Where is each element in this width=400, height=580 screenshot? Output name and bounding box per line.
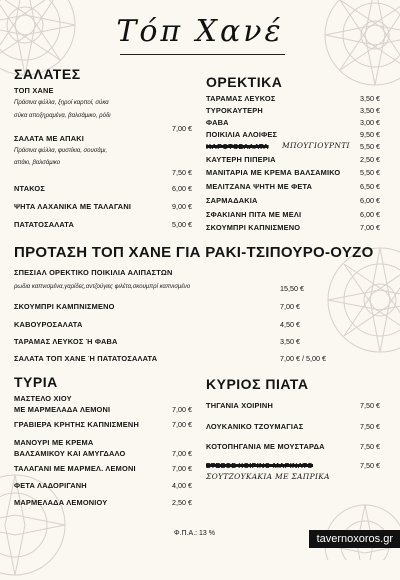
menu-item-price: 2,50 €: [172, 498, 192, 507]
menu-item-price: 7,50 €: [360, 422, 380, 431]
menu-item-price: 4,00 €: [172, 481, 192, 490]
menu-item-name: ΠΟΙΚΙΛΙΑ ΑΛΟΙΦΕΣ: [206, 130, 278, 139]
menu-item-price: 6,50 €: [360, 182, 380, 191]
menu-item-name: ΦΑΒΑ: [206, 118, 229, 127]
menu-item-name: ΚΑΥΤΕΡΗ ΠΙΠΕΡΙΑ: [206, 155, 276, 164]
section-title-protasi: ΠΡΟΤΑΣΗ ΤΟΠ ΧΑΝΕ ΓΙΑ ΡΑΚΙ-ΤΣΙΠΟΥΡΟ-ΟΥΖΟ: [14, 244, 374, 261]
menu-item-name-struck: ΚΑΡΟΤΟΣΑΛΑΤΑ: [206, 142, 269, 151]
vat-note: Φ.Π.Α.: 13 %: [174, 530, 215, 537]
handwritten-item: ΜΠΟΥΓΙΟΥΡΝΤΙ: [282, 141, 350, 150]
menu-item-price: 7,00 €: [172, 420, 192, 429]
watermark-site: tavernoxoros.gr: [309, 530, 400, 548]
menu-item-price: 9,50 €: [360, 130, 380, 139]
menu-item-name: ΜΑΝΙΤΑΡΙΑ ΜΕ ΚΡΕΜΑ ΒΑΛΣΑΜΙΚΟ: [206, 168, 341, 177]
menu-item-name: ΣΦΑΚΙΑΝΗ ΠΙΤΑ ΜΕ ΜΕΛΙ: [206, 210, 302, 219]
menu-item-name: ΤΗΓΑΝΙΑ ΧΟΙΡΙΝΗ: [206, 401, 273, 410]
menu-item-name: ΦΕΤΑ ΛΑΔΟΡΙΓΑΝΗ: [14, 481, 87, 490]
menu-item-name: ΣΑΛΑΤΑ ΜΕ ΑΠΑΚΙ: [14, 134, 85, 143]
menu-item-description: απάκι, βαλσάμικο: [14, 160, 61, 166]
menu-item-price: 2,50 €: [360, 155, 380, 164]
menu-item-price: 5,50 €: [360, 168, 380, 177]
menu-item-price: 7,50 €: [360, 461, 380, 470]
menu-item-price: 3,00 €: [360, 118, 380, 127]
menu-item-price: 15,50 €: [280, 284, 304, 293]
menu-item-price: 7,50 €: [360, 442, 380, 451]
menu-item-price: 6,00 €: [360, 196, 380, 205]
menu-item-price: 3,50 €: [280, 337, 300, 346]
logo-text: Τόπ Χανέ: [116, 14, 284, 49]
menu-item-description: Πράσινα φύλλα, φυστίκια, σουσάμι,: [14, 148, 108, 154]
section-title-salates: ΣΑΛΑΤΕΣ: [14, 66, 81, 82]
menu-item-description: ρωδια καπνισμένα,γαρίδες,αντζούγιες φιλέτα,σκουμπρί καπνισμένο: [14, 284, 191, 290]
menu-item-price: 7,50 €: [172, 168, 192, 177]
menu-item-price: 7,00 €: [360, 223, 380, 232]
menu-item-price: 7,00 €: [172, 405, 192, 414]
menu-item-price: 7,50 €: [360, 401, 380, 410]
menu-item-name: ΓΡΑΒΙΕΡΑ ΚΡΗΤΗΣ ΚΑΠΝΙΣΜΕΝΗ: [14, 420, 139, 429]
menu-item-name: ΚΑΒΟΥΡΟΣΑΛΑΤΑ: [14, 320, 83, 329]
menu-item-price: 9,00 €: [172, 202, 192, 211]
section-title-tyria: ΤΥΡΙΑ: [14, 374, 58, 390]
menu-item-price: 7,00 €: [172, 124, 192, 133]
menu-item-name: ΣΑΡΜΑΔΑΚΙΑ: [206, 196, 258, 205]
menu-item-name: ΜΕΛΙΤΖΑΝΑ ΨΗΤΗ ΜΕ ΦΕΤΑ: [206, 182, 313, 191]
menu-item-name: ΠΑΤΑΤΟΣΑΛΑΤΑ: [14, 220, 75, 229]
menu-item-price: 6,00 €: [172, 184, 192, 193]
menu-item-name: ΝΤΑΚΟΣ: [14, 184, 46, 193]
menu-item-price: 3,50 €: [360, 94, 380, 103]
menu-item-name: ΣΚΟΥΜΠΡΙ ΚΑΜΠΝΙΣΜΕΝΟ: [14, 302, 115, 311]
section-title-orektika: ΟΡΕΚΤΙΚΑ: [206, 74, 283, 90]
menu-item-description: σύκα αποξηραμένα, βαλσάμικο, ρόδι: [14, 113, 111, 119]
menu-item-name: ΜΑΣΤΕΛΟ ΧΙΟΥ: [14, 394, 72, 403]
restaurant-logo: [0, 14, 400, 49]
menu-item-price: 5,50 €: [360, 142, 380, 151]
menu-item-price: 7,00 €: [172, 464, 192, 473]
menu-item-price: 3,50 €: [360, 106, 380, 115]
menu-item-name: ΜΕ ΜΑΡΜΕΛΑΔΑ ΛΕΜΟΝΙ: [14, 405, 111, 414]
menu-item-name: ΣΑΛΑΤΑ ΤΟΠ ΧΑΝΕ Ή ΠΑΤΑΤΟΣΑΛΑΤΑ: [14, 354, 158, 363]
menu-item-name: ΤΑΡΑΜΑΣ ΛΕΥΚΟΣ: [206, 94, 276, 103]
menu-item-price: 4,50 €: [280, 320, 300, 329]
menu-item-description: Πράσινα φύλλα, ξηροί καρποί, σύκα: [14, 100, 109, 106]
menu-item-name: ΤΑΛΑΓΑΝΙ ΜΕ ΜΑΡΜΕΛ. ΛΕΜΟΝΙ: [14, 464, 136, 473]
menu-item-price: 7,00 €: [172, 449, 192, 458]
menu-item-name: ΨΗΤΑ ΛΑΧΑΝΙΚΑ ΜΕ ΤΑΛΑΓΑΝΙ: [14, 202, 132, 211]
menu-item-name: ΜΑΡΜΕΛΑΔΑ ΛΕΜΟΝΙΟΥ: [14, 498, 108, 507]
menu-item-name: ΤΥΡΟΚΑΥΤΕΡΗ: [206, 106, 263, 115]
menu-item-name: ΒΑΛΣΑΜΙΚΟΥ ΚΑΙ ΑΜΥΓΔΑΛΟ: [14, 449, 126, 458]
section-title-kyrios: ΚΥΡΙΟΣ ΠΙΑΤΑ: [206, 376, 309, 392]
menu-item-price: 7,00 € / 5,00 €: [280, 354, 326, 363]
menu-item-name-struck: ΣΤΕΞΟΣ ΧΟΙΡΙΝΟ ΜΑΡΙΝΑΤΟ: [206, 461, 313, 470]
menu-item-name: ΜΑΝΟΥΡΙ ΜΕ ΚΡΕΜΑ: [14, 438, 94, 447]
menu-item-name: ΣΠΕΣΙΑΛ ΟΡΕΚΤΙΚΟ ΠΟΙΚΙΛΙΑ ΑΛΙΠΑΣΤΩΝ: [14, 268, 173, 277]
menu-item-price: 6,00 €: [360, 210, 380, 219]
handwritten-item: ΣΟΥΤΖΟΥΚΑΚΙΑ ΜΕ ΣΑΠΡΙΚΑ: [206, 472, 330, 481]
menu-item-name: ΤΟΠ ΧΑΝΕ: [14, 86, 54, 95]
menu-item-price: 7,00 €: [280, 302, 300, 311]
menu-item-price: 5,00 €: [172, 220, 192, 229]
menu-item-name: ΤΑΡΑΜΑΣ ΛΕΥΚΟΣ Ή ΦΑΒΑ: [14, 337, 118, 346]
menu-item-name: ΛΟΥΚΑΝΙΚΟ ΤΖΟΥΜΑΓΙΑΣ: [206, 422, 304, 431]
menu-item-name: ΣΚΟΥΜΠΡΙ ΚΑΠΝΙΣΜΕΝΟ: [206, 223, 301, 232]
logo-underline: [120, 54, 285, 55]
menu-item-name: ΚΟΤΟΠΗΓΑΝΙΑ ΜΕ ΜΟΥΣΤΑΡΔΑ: [206, 442, 325, 451]
